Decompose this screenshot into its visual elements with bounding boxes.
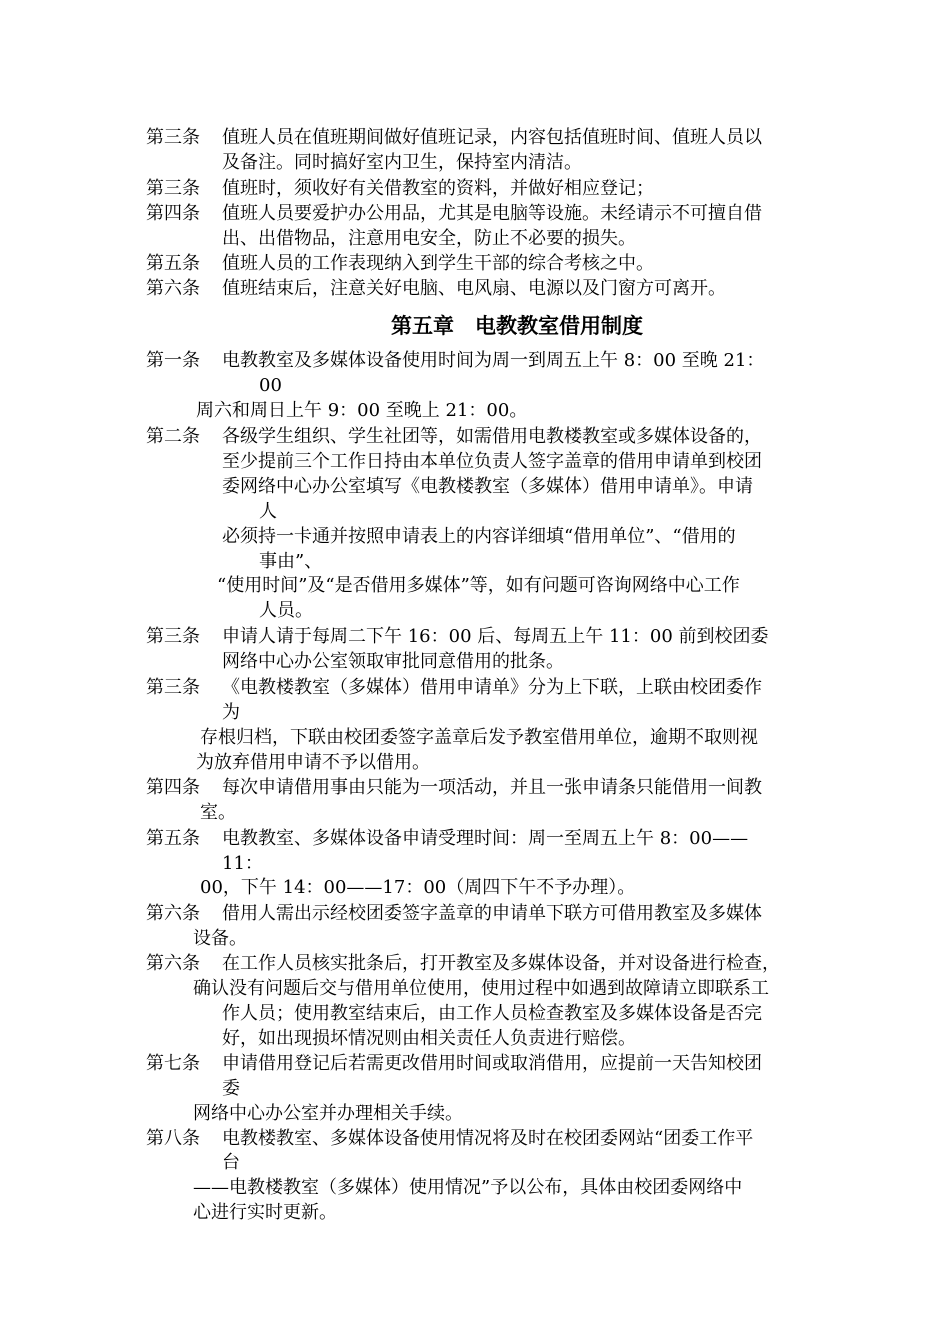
article-text: 事由”、 <box>259 551 323 572</box>
article-text: 为 <box>222 702 240 723</box>
article-text: 及备注。同时搞好室内卫生，保持室内清洁。 <box>222 152 582 173</box>
article-text: 00，下午 14：00——17：00（周四下午不予办理）。 <box>200 877 636 898</box>
article-text: 设备。 <box>193 928 247 949</box>
article-text: 各级学生组织、学生社团等，如需借用电教楼教室或多媒体设备的， <box>222 426 762 447</box>
article-text: 委 <box>222 1078 240 1099</box>
article-label: 第四条 <box>146 203 200 224</box>
article-text: 作人员；使用教室结束后，由工作人员检查教室及多媒体设备是否完 <box>222 1003 762 1024</box>
article-text: 必须持一卡通并按照申请表上的内容详细填“借用单位”、“借用的 <box>222 526 736 547</box>
article-text: 存根归档，下联由校团委签字盖章后发予教室借用单位，逾期不取则视 <box>200 727 758 748</box>
article-text: 电教教室及多媒体设备使用时间为周一到周五上午 8：00 至晚 21： <box>222 350 765 371</box>
article-text: 电教教室、多媒体设备申请受理时间：周一至周五上午 8：00—— <box>222 828 749 849</box>
article-label: 第五条 <box>146 828 200 849</box>
article-label: 第七条 <box>146 1053 200 1074</box>
article-text: 周六和周日上午 9：00 至晚上 21：00。 <box>196 400 528 421</box>
article-label: 第一条 <box>146 350 200 371</box>
article-text: 在工作人员核实批条后，打开教室及多媒体设备，并对设备进行检查， <box>222 953 780 974</box>
article-text: 00 <box>259 375 282 396</box>
article-label: 第二条 <box>146 426 200 447</box>
article-text: 值班结束后，注意关好电脑、电风扇、电源以及门窗方可离开。 <box>222 278 726 299</box>
article-text: 为放弃借用申请不予以借用。 <box>196 752 430 773</box>
article-text: 委网络中心办公室填写《电教楼教室（多媒体）借用申请单》。申请 <box>222 476 753 497</box>
article-label: 第六条 <box>146 953 200 974</box>
article-text: 出、出借物品，注意用电安全，防止不必要的损失。 <box>222 228 636 249</box>
article-label: 第三条 <box>146 626 200 647</box>
chapter-title: 第五章 电教教室借用制度 <box>391 313 643 338</box>
article-text: 网络中心办公室并办理相关手续。 <box>193 1103 463 1124</box>
article-text: 人 <box>259 501 277 522</box>
article-label: 第四条 <box>146 777 200 798</box>
article-label: 第八条 <box>146 1128 200 1149</box>
article-text: 台 <box>222 1152 240 1173</box>
article-text: 《电教楼教室（多媒体）借用申请单》分为上下联，上联由校团委作 <box>222 677 762 698</box>
article-text: 值班人员在值班期间做好值班记录，内容包括值班时间、值班人员以 <box>222 127 762 148</box>
article-text: 人员。 <box>259 600 313 621</box>
article-text: 申请借用登记后若需更改借用时间或取消借用，应提前一天告知校团 <box>222 1053 762 1074</box>
article-text: 每次申请借用事由只能为一项活动，并且一张申请条只能借用一间教 <box>222 777 762 798</box>
article-text: 电教楼教室、多媒体设备使用情况将及时在校团委网站“团委工作平 <box>222 1128 754 1149</box>
article-text: 网络中心办公室领取审批同意借用的批条。 <box>222 651 564 672</box>
article-text: 11： <box>222 853 263 874</box>
article-label: 第五条 <box>146 253 200 274</box>
article-label: 第三条 <box>146 127 200 148</box>
article-text: 值班人员要爱护办公用品，尤其是电脑等设施。未经请示不可擅自借 <box>222 203 762 224</box>
article-text: 至少提前三个工作日持由本单位负责人签字盖章的借用申请单到校团 <box>222 451 762 472</box>
article-text: “使用时间”及“是否借用多媒体”等，如有问题可咨询网络中心工作 <box>217 575 740 596</box>
article-text: 确认没有问题后交与借用单位使用，使用过程中如遇到故障请立即联系工 <box>193 978 769 999</box>
article-label: 第六条 <box>146 903 200 924</box>
article-label: 第六条 <box>146 278 200 299</box>
article-text: 好，如出现损坏情况则由相关责任人负责进行赔偿。 <box>222 1028 636 1049</box>
article-text: 借用人需出示经校团委签字盖章的申请单下联方可借用教室及多媒体 <box>222 903 762 924</box>
article-text: 值班时，须收好有关借教室的资料，并做好相应登记； <box>222 178 654 199</box>
article-text: 心进行实时更新。 <box>193 1202 337 1223</box>
article-label: 第三条 <box>146 178 200 199</box>
article-text: 申请人请于每周二下午 16：00 后、每周五上午 11：00 前到校团委 <box>222 626 769 647</box>
article-text: ——电教楼教室（多媒体）使用情况”予以公布，具体由校团委网络中 <box>193 1177 743 1198</box>
article-label: 第三条 <box>146 677 200 698</box>
article-text: 室。 <box>200 802 236 823</box>
article-text: 值班人员的工作表现纳入到学生干部的综合考核之中。 <box>222 253 654 274</box>
